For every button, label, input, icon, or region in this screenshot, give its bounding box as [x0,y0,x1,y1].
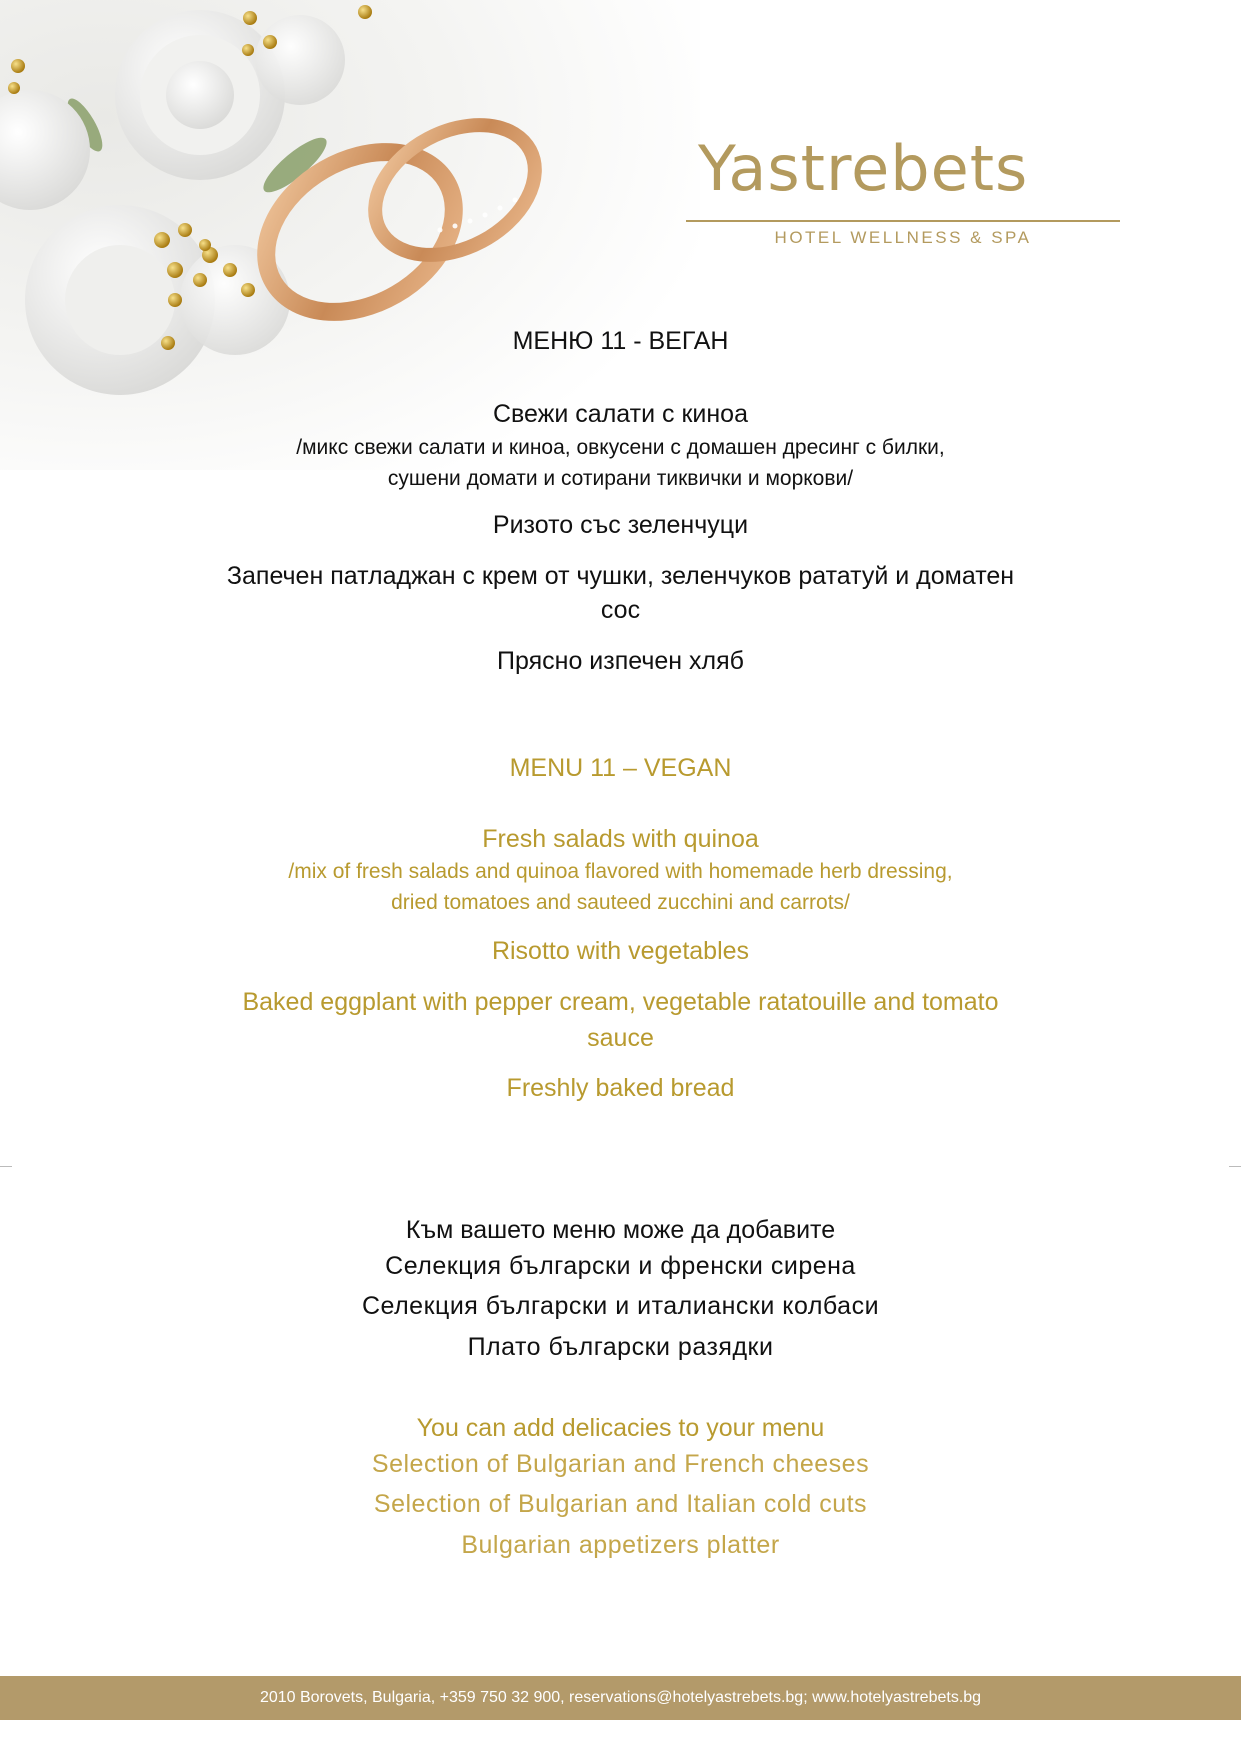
dish-1-desc-line-2-en: dried tomatoes and sauteed zucchini and carrots/ [391,891,850,914]
crop-mark-left [0,1166,12,1167]
addons-heading-bg: Към вашето меню може да добавите [405,1216,836,1244]
dish-3-line-2-en: sauce [587,1024,654,1052]
dish-2-bg: Ризото със зеленчуци [492,511,749,539]
dish-3-line-2-bg: сос [600,596,641,624]
dish-4-en: Freshly baked bread [506,1074,735,1102]
addon-item-en: Selection of Bulgarian and Italian cold cuts [373,1490,868,1518]
dish-4-bg: Прясно изпечен хляб [497,647,744,675]
logo-name: Yastrebets [698,132,1029,205]
addon-item-en: Selection of Bulgarian and French cheeses [371,1450,870,1478]
footer-contact-text: 2010 Borovets, Bulgaria, +359 750 32 900, reservations@hotelyastrebets.bg; www.hotelyastrebets.bg [259,1689,982,1706]
addon-item-en: Bulgarian appetizers platter [461,1531,780,1559]
logo-subtitle: HOTEL WELLNESS & SPA [774,228,1032,247]
addon-item-bg: Плато български разядки [467,1333,774,1361]
crop-mark-right [1229,1166,1241,1167]
dish-3-line-1-bg: Запечен патладжан с крем от чушки, зеленчуков рататуй и доматен [226,562,1015,590]
dish-1-desc-line-2-bg: сушени домати и сотирани тиквички и моркови/ [387,467,854,490]
addon-item-bg: Селекция български и италиански колбаси [361,1292,880,1320]
menu-title-en: MENU 11 – VEGAN [509,754,732,782]
menu-title-bg: МЕНЮ 11 - ВЕГАН [512,327,729,355]
footer-bar [0,1676,1241,1720]
dish-1-desc-line-1-en: /mix of fresh salads and quinoa flavored with homemade herb dressing, [288,860,953,883]
dish-1-en: Fresh salads with quinoa [482,825,759,853]
logo-divider [686,220,1120,222]
dish-1-bg: Свежи салати с киноа [493,400,748,428]
addons-heading-en: You can add delicacies to your menu [416,1414,825,1442]
dish-1-desc-line-1-bg: /микс свежи салати и киноа, овкусени с домашен дресинг с билки, [296,436,945,459]
dish-3-line-1-en: Baked eggplant with pepper cream, vegetable ratatouille and tomato [242,988,999,1016]
dish-2-en: Risotto with vegetables [491,937,750,965]
addon-item-bg: Селекция български и френски сирена [385,1252,856,1280]
hotel-logo [686,132,1120,248]
